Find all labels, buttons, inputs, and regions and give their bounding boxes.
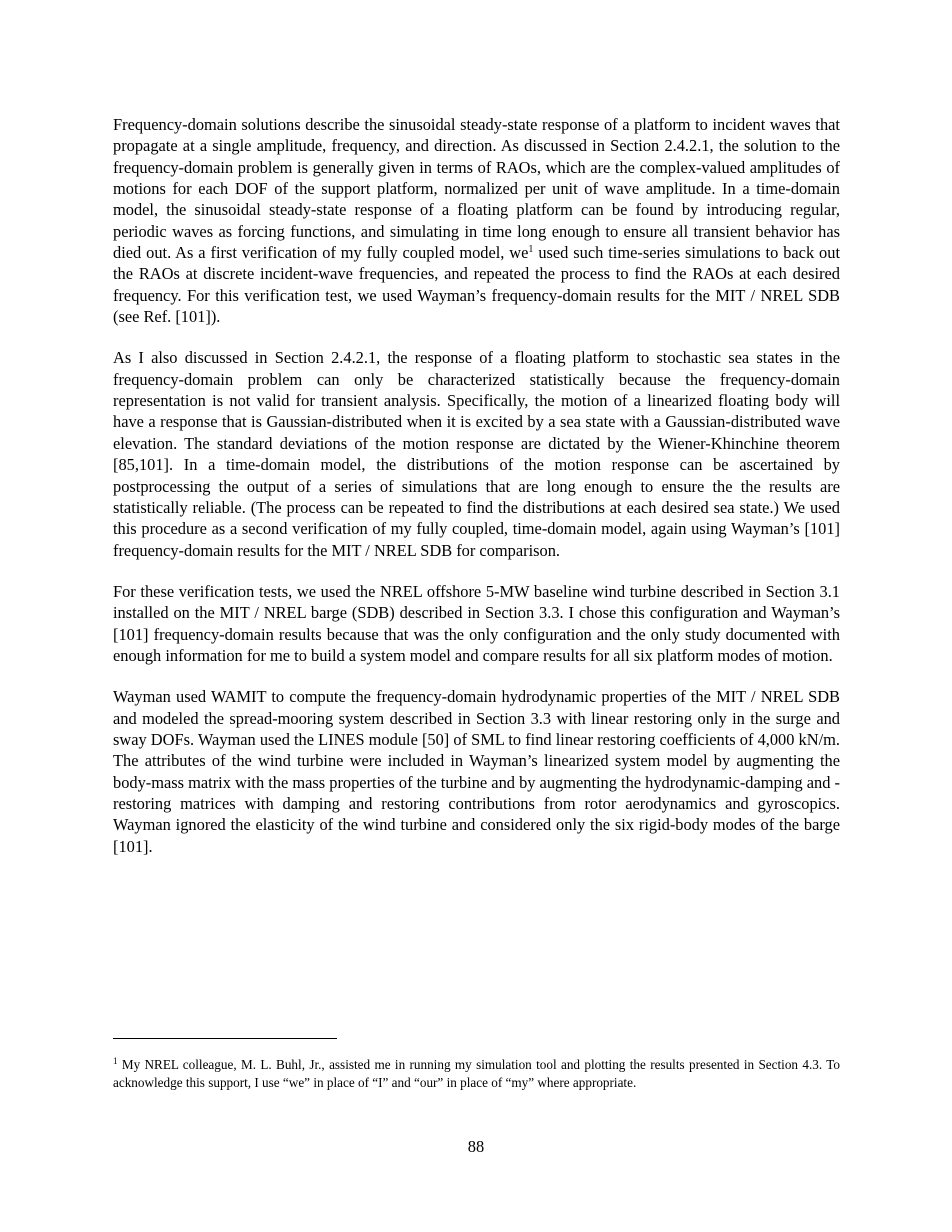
paragraph-wayman-wamit: Wayman used WAMIT to compute the frequency-domain hydrodynamic properties of the MIT / NREL SDB and modeled the spread-mooring system described in Section 3.3 with linear restoring only in the surge and sway DOFs. Wayman used the LINES module [50] of SML to find linear restoring coefficients of 4,000 kN/m. The attributes of the wind turbine were included in Wayman’s linearized system model by augmenting the body-mass matrix with the mass properties of the turbine and by augmenting the hydrodynamic-damping and -restoring matrices with damping and restoring contributions from rotor aerodynamics and gyroscopics. Wayman ignored the elasticity of the wind turbine and considered only the six rigid-body modes of the barge [101]. (113, 687, 840, 856)
body-text (113, 114, 840, 877)
footnote-reference: 1 (528, 244, 534, 256)
paragraph-stochastic-sea-states: As I also discussed in Section 2.4.2.1, the response of a floating platform to stochastic sea states in the frequency-domain problem can only be characterized statistically because the frequency-domain representation is not valid for transient analysis. Specifically, the motion of a linearized floating body will have a response that is Gaussian-distributed when it is excited by a sea state with a Gaussian-distributed wave elevation. The standard deviations of the motion response are dictated by the Wiener-Khinchine theorem [85,101]. In a time-domain model, the distributions of the motion response can be ascertained by postprocessing the output of a series of simulations that are long enough to ensure the the results are statistically reliable. (The process can be repeated to find the distributions at each desired sea state.) We used this procedure as a second verification of my fully coupled, time-domain model, again using Wayman’s [101] frequency-domain results for the MIT / NREL SDB for comparison. (113, 348, 840, 560)
footnote-separator (113, 1038, 337, 1039)
footnote (113, 1056, 840, 1092)
paragraph-frequency-domain (113, 114, 840, 327)
paragraph-1-text-before: Frequency-domain solutions describe the sinusoidal steady-state response of a platform to incident waves that propagate at a single amplitude, frequency, and direction. As discussed in Section 2.4.2.1, the solution to the frequency-domain problem is generally given in terms of RAOs, which are the complex-valued amplitudes of motions for each DOF of the support platform, normalized per unit of wave amplitude. In a time-domain model, the sinusoidal steady-state response of a floating platform can be found by introducing regular, periodic waves as forcing functions, and simulating in time long enough to ensure all transient behavior has died out. As a first verification of my fully coupled model, we (113, 115, 840, 263)
paragraph-1-text-after: used such time-series simulations to back out the RAOs at discrete incident-wave frequencies, and repeated the process to find the RAOs at each desired frequency. For this verification test, we used Wayman’s frequency-domain results for the MIT / NREL SDB (see Ref. [101]). (113, 243, 841, 327)
footnote-marker: 1 (113, 1056, 118, 1066)
footnote-text: My NREL colleague, M. L. Buhl, Jr., assisted me in running my simulation tool and plotting the results presented in Section 4.3. To acknowledge this support, I use “we” in place of “I” and “our” in place of “my” where appropriate. (113, 1057, 840, 1090)
page-number: 88 (467, 1137, 485, 1156)
paragraph-verification-tests: For these verification tests, we used the NREL offshore 5-MW baseline wind turbine described in Section 3.1 installed on the MIT / NREL barge (SDB) described in Section 3.3. I chose this configuration and Wayman’s [101] frequency-domain results because that was the only configuration and the only study documented with enough information for me to build a system model and compare results for all six platform modes of motion. (113, 581, 840, 665)
